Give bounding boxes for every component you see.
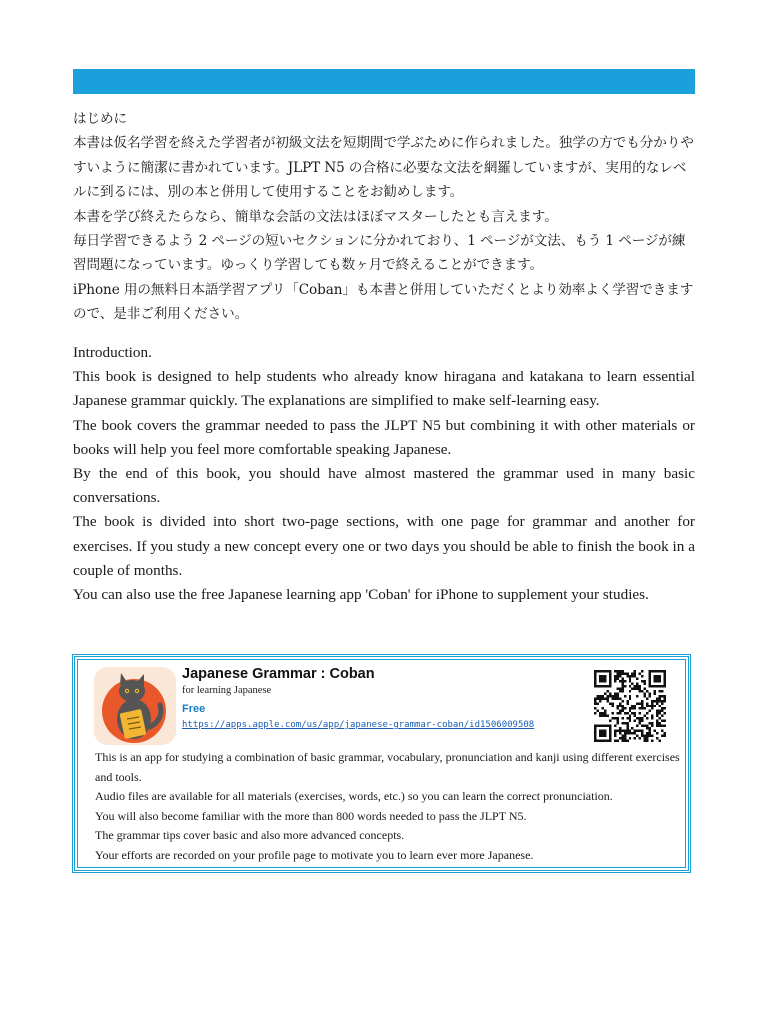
- jp-paragraph: iPhone 用の無料日本語学習アプリ「Coban」も本書と併用していただくとより効率よく学習できますので、是非ご利用ください。: [73, 281, 694, 323]
- app-description-line: The grammar tips cover basic and also more advanced concepts.: [95, 828, 405, 843]
- english-introduction: [73, 341, 695, 607]
- app-description-line: Your efforts are recorded on your profile page to motivate you to learn ever more Japanese.: [95, 847, 534, 862]
- jp-paragraph: 毎日学習できるよう 2 ページの短いセクションに分かれており、1 ページが文法、もう 1 ページが練習問題になっています。ゆっくり学習しても数ヶ月で終えることができます。: [73, 233, 686, 274]
- en-paragraph: You can also use the free Japanese learning app 'Coban' for iPhone to supplement your studies.: [73, 586, 649, 604]
- app-description-line: Audio files are available for all materials (exercises, words, etc.) so you can learn the correct pronunciation.: [95, 789, 613, 804]
- jp-heading: はじめに: [73, 111, 127, 127]
- app-price: Free: [182, 703, 206, 715]
- app-subtitle: for learning Japanese: [182, 685, 272, 696]
- app-description: [95, 748, 680, 866]
- app-description-line: This is an app for studying a combination of basic grammar, vocabulary, pronunciation and kanji using different exercises and tools.: [95, 750, 680, 784]
- en-paragraph: The book is divided into short two-page sections, with one page for grammar and another for exercises. If you study a new concept every one or two days you should be able to finish the book in a couple of months.: [73, 513, 695, 579]
- app-title: Japanese Grammar : Coban: [182, 666, 375, 682]
- header-bar: [73, 69, 695, 94]
- app-description-line: You will also become familiar with the more than 800 words needed to pass the JLPT N5.: [95, 808, 527, 823]
- japanese-introduction: [73, 107, 698, 327]
- en-heading: Introduction.: [73, 344, 152, 361]
- cat-with-book-icon[interactable]: [94, 667, 176, 745]
- jp-paragraph: 本書は仮名学習を終えた学習者が初級文法を短期間で学ぶために作られました。独学の方でも分かりやすいように簡潔に書かれています。JLPT N5 の合格に必要な文法を網羅していますが、実用的なレベルに到るには、別の本と併用して使用することをお勧めします。: [73, 135, 694, 201]
- en-paragraph: This book is designed to help students who already know hiragana and katakana to learn essential Japanese grammar quickly. The explanations are simplified to make self-learning easy.: [73, 368, 695, 410]
- jp-paragraph: 本書を学び終えたらなら、簡単な会話の文法はほぼマスターしたとも言えます。: [73, 208, 558, 225]
- en-paragraph: The book covers the grammar needed to pass the JLPT N5 but combining it with other materials or books will help you feel more comfortable speaking Japanese.: [73, 416, 695, 458]
- qr-code[interactable]: [594, 670, 666, 742]
- app-store-link[interactable]: https://apps.apple.com/us/app/japanese-grammar-coban/id1506009508: [182, 720, 535, 730]
- en-paragraph: By the end of this book, you should have almost mastered the grammar used in many basic conversations.: [73, 465, 695, 507]
